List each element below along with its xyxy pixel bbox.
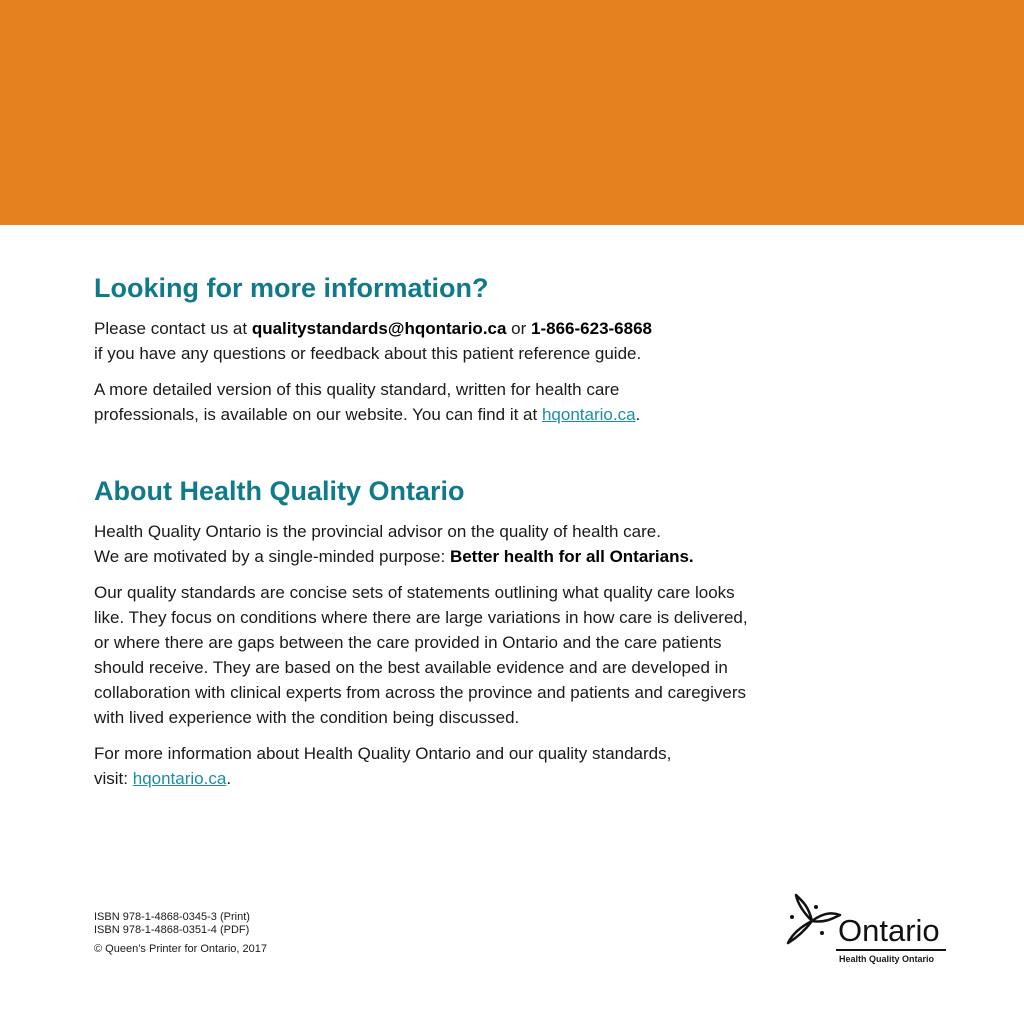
hqontario-link[interactable]: hqontario.ca [541, 405, 636, 424]
trillium-icon [786, 893, 842, 949]
logo-wordmark: Ontario [838, 913, 940, 948]
main-content [94, 268, 794, 791]
about-paragraph [94, 519, 794, 569]
text: We are motivated by a single-minded purpose: [94, 547, 450, 566]
text: . [635, 405, 641, 424]
phone-number: 1-866-623-6868 [531, 319, 652, 338]
text: Please contact us at [94, 319, 252, 338]
text: Health Quality Ontario is the provincial advisor on the quality of health care. [94, 522, 661, 541]
footer [94, 911, 267, 956]
text: . [226, 769, 232, 788]
text: visit: [94, 769, 133, 788]
logo-subtitle: Health Quality Ontario [839, 954, 935, 964]
more-info-paragraph [94, 741, 794, 791]
isbn-print: ISBN 978-1-4868-0345-3 (Print) [94, 911, 250, 923]
copyright: © Queen’s Printer for Ontario, 2017 [94, 943, 267, 955]
logo-divider [836, 949, 946, 951]
contact-paragraph [94, 316, 794, 366]
heading-about: About Health Quality Ontario [94, 476, 465, 506]
text: For more information about Health Quality Ontario and our quality standards, [94, 744, 672, 763]
ontario-logo [786, 893, 951, 968]
text: if you have any questions or feedback about this patient reference guide. [94, 344, 642, 363]
heading-more-info: Looking for more information? [94, 273, 489, 303]
hqontario-link-2[interactable]: hqontario.ca [132, 769, 227, 788]
isbn-pdf: ISBN 978-1-4868-0351-4 (PDF) [94, 924, 250, 936]
email-link[interactable]: qualitystandards@hqontario.ca [251, 319, 507, 338]
website-paragraph [94, 377, 674, 427]
text: A more detailed version of this quality standard, written for health care professionals, is available on our website. You can find it at [94, 380, 620, 424]
slogan: Better health for all Ontarians. [449, 547, 694, 566]
header-band [0, 0, 1024, 225]
text: or [506, 319, 532, 338]
standards-paragraph: Our quality standards are concise sets of statements outlining what quality care looks like. They focus on conditions where there are large variations in how care is delivered, or where there are gaps between the care provided in Ontario and the care patients should receive. They are based on the best available evidence and are developed in collaboration with clinical experts from across the province and patients and caregivers with lived experience with the condition being discussed. [94, 583, 748, 727]
